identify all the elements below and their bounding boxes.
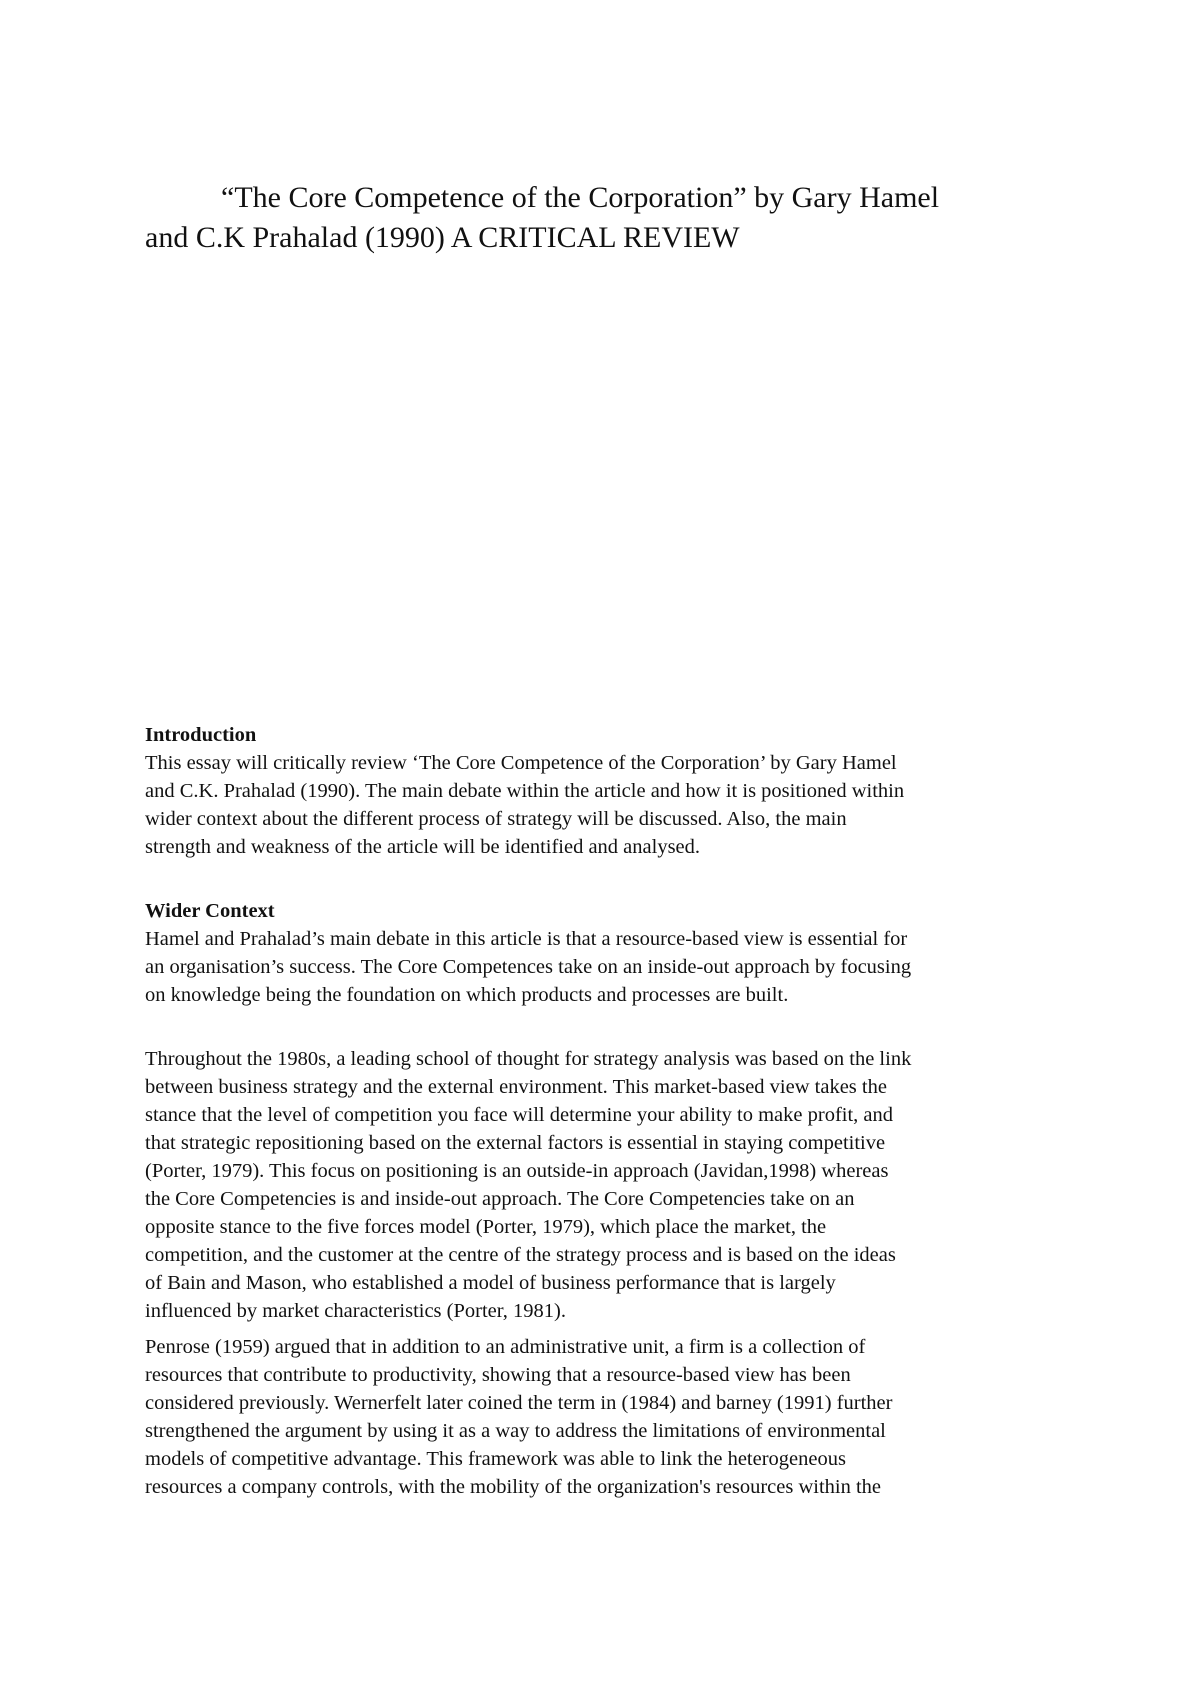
paragraph-body bbox=[145, 1333, 1065, 1501]
paragraph-throughout-1980s bbox=[145, 1045, 1065, 1325]
text-line: Hamel and Prahalad’s main debate in this article is that a resource-based view is essential for bbox=[145, 928, 908, 950]
text-line: Throughout the 1980s, a leading school of thought for strategy analysis was based on the link bbox=[145, 1048, 912, 1070]
text-line: resources a company controls, with the mobility of the organization's resources within the bbox=[145, 1476, 882, 1498]
text-line: models of competitive advantage. This framework was able to link the heterogeneous bbox=[145, 1448, 846, 1470]
document-title bbox=[145, 178, 1045, 258]
title-line-1: “The Core Competence of the Corporation” by Gary Hamel bbox=[221, 181, 940, 214]
text-line: influenced by market characteristics (Porter, 1981). bbox=[145, 1300, 566, 1322]
paragraph-wider-context bbox=[145, 925, 1065, 1009]
section-heading-introduction: Introduction bbox=[145, 724, 257, 746]
paragraph-penrose bbox=[145, 1333, 1065, 1501]
text-line: (Porter, 1979). This focus on positioning is an outside-in approach (Javidan,1998) whereas bbox=[145, 1160, 889, 1182]
text-line: strength and weakness of the article will be identified and analysed. bbox=[145, 836, 701, 858]
paragraph-introduction bbox=[145, 749, 1065, 861]
text-line: strengthened the argument by using it as a way to address the limitations of environmental bbox=[145, 1420, 886, 1442]
paragraph-body bbox=[145, 1045, 1065, 1325]
text-line: of Bain and Mason, who established a model of business performance that is largely bbox=[145, 1272, 836, 1294]
text-line: wider context about the different process of strategy will be discussed. Also, the main bbox=[145, 808, 847, 830]
section-wider-context bbox=[145, 897, 1065, 1009]
text-line: and C.K. Prahalad (1990). The main debate within the article and how it is positioned within bbox=[145, 780, 905, 802]
section-introduction bbox=[145, 721, 1065, 861]
text-line: an organisation’s success. The Core Competences take on an inside-out approach by focusing bbox=[145, 956, 912, 978]
text-line: the Core Competencies is and inside-out approach. The Core Competencies take on an bbox=[145, 1188, 855, 1210]
text-line: resources that contribute to productivity, showing that a resource-based view has been bbox=[145, 1364, 851, 1386]
text-line: that strategic repositioning based on the external factors is essential in staying competitive bbox=[145, 1132, 886, 1154]
text-line: considered previously. Wernerfelt later coined the term in (1984) and barney (1991) further bbox=[145, 1392, 893, 1414]
text-line: opposite stance to the five forces model (Porter, 1979), which place the market, the bbox=[145, 1216, 827, 1238]
title-line-2: and C.K Prahalad (1990) A CRITICAL REVIEW bbox=[145, 221, 740, 254]
text-line: stance that the level of competition you face will determine your ability to make profit, and bbox=[145, 1104, 894, 1126]
text-line: on knowledge being the foundation on which products and processes are built. bbox=[145, 984, 789, 1006]
text-line: competition, and the customer at the centre of the strategy process and is based on the ideas bbox=[145, 1244, 896, 1266]
section-heading-wider-context: Wider Context bbox=[145, 900, 275, 922]
text-line: between business strategy and the external environment. This market-based view takes the bbox=[145, 1076, 887, 1098]
text-line: Penrose (1959) argued that in addition to an administrative unit, a firm is a collection of bbox=[145, 1336, 866, 1358]
text-line: This essay will critically review ‘The Core Competence of the Corporation’ by Gary Hamel bbox=[145, 752, 897, 774]
